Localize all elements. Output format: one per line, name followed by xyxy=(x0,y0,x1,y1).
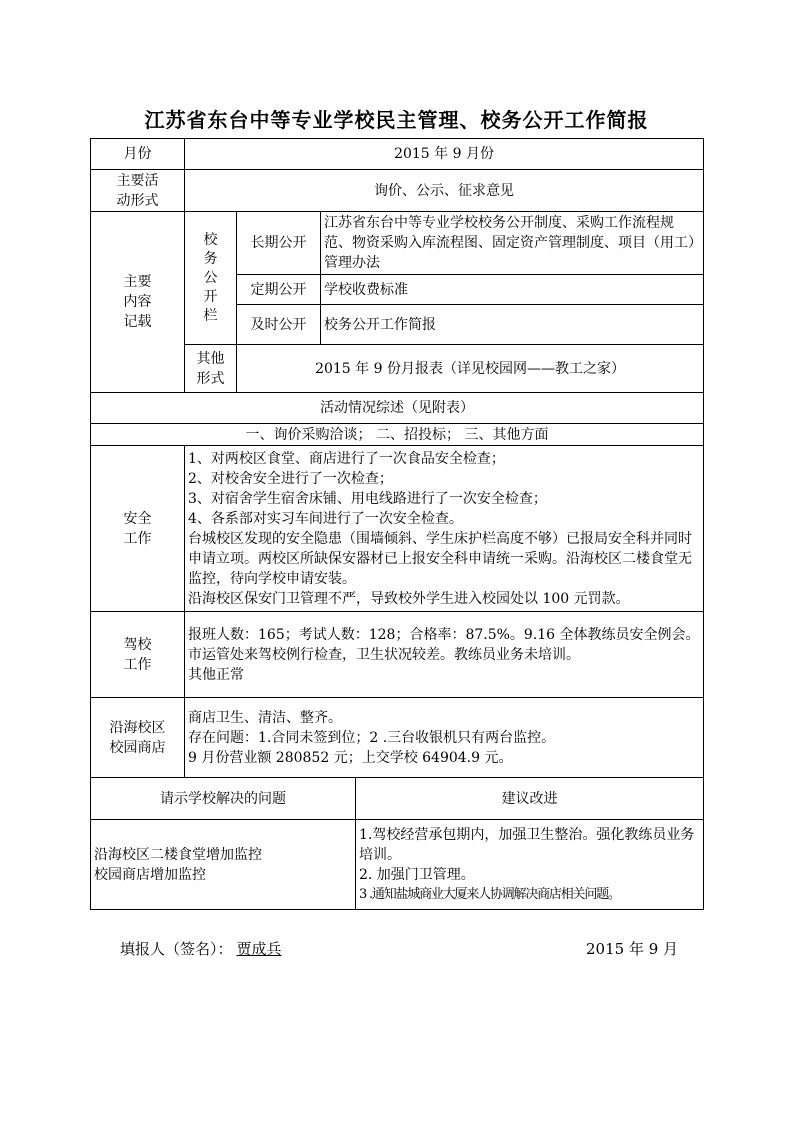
disclosure-column-label: 校务公开栏 xyxy=(185,212,237,345)
suggestions-header: 建议改进 xyxy=(356,778,704,820)
driving-school-row xyxy=(91,612,704,698)
sub-header: 一、询价采购洽谈； 二、招投标； 三、其他方面 xyxy=(91,424,704,446)
document-title: 江苏省东台中等专业学校民主管理、校务公开工作简报 xyxy=(144,108,649,132)
month-label: 月份 xyxy=(91,139,185,170)
timely-label: 及时公开 xyxy=(237,305,321,345)
issues-row xyxy=(91,820,704,910)
safety-label: 安全 工作 xyxy=(91,446,185,612)
campus-store-content: 商店卫生、清洁、整齐。 存在问题：1.合同未签到位；2 .三台收银机只有两台监控。 9 月份营业额 280852 元；上交学校 64904.9 元。 xyxy=(185,698,704,778)
driving-school-content: 报班人数：165；考试人数：128；合格率：87.5%。9.16 全体教练员安全例会。 市运管处来驾校例行检查，卫生状况较差。教练员业务未培训。 其他正常 xyxy=(185,612,704,698)
issues-header: 请示学校解决的问题 xyxy=(91,778,356,820)
other-form-label: 其他 形式 xyxy=(185,345,237,393)
timely-value: 校务公开工作简报 xyxy=(321,305,704,345)
other-form-value: 2015 年 9 份月报表（详见校园网——教工之家） xyxy=(237,345,704,393)
summary-header-row xyxy=(91,393,704,424)
safety-content: 1、对两校区食堂、商店进行了一次食品安全检查； 2、对校舍安全进行了一次检查； 3、对宿舍学生宿舍床铺、用电线路进行了一次安全检查； 4、各系部对实习车间进行了一次安全检查。 台城校区发现的安全隐患（围墙倾斜、学生床护栏高度不够）已报局安全科并同时申请立项。两校区所缺保安器材已上报安全科申请统一采购。沿海校区二楼食堂无监控，待向学校申请安装。 沿海校区保安门卫管理不严，导致校外学生进入校园处以 100 元罚款。 xyxy=(185,446,704,612)
main-content-label: 主要 内容 记载 xyxy=(91,212,185,393)
activity-form-row xyxy=(91,170,704,212)
campus-store-row xyxy=(91,698,704,778)
long-term-value: 江苏省东台中等专业学校校务公开制度、采购工作流程规范、物资采购入库流程图、固定资产管理制度、项目（用工）管理办法 xyxy=(321,212,704,275)
content-row-long-term xyxy=(91,212,704,275)
campus-store-label: 沿海校区 校园商店 xyxy=(91,698,185,778)
activity-form-value: 询价、公示、征求意见 xyxy=(185,170,704,212)
reporter-label: 填报人（签名）： xyxy=(120,940,233,958)
reporter-signature xyxy=(120,938,286,959)
reporter-name: 贾成兵 xyxy=(236,940,282,958)
long-term-label: 长期公开 xyxy=(237,212,321,275)
suggestions-content: 1.驾校经营承包期内，加强卫生整治。强化教练员业务培训。 2. 加强门卫管理。 3 .通知盐城商业大厦来人协调解决商店相关问题。 xyxy=(356,820,704,910)
issues-header-row xyxy=(91,778,704,820)
sub-header-row xyxy=(91,424,704,446)
month-value: 2015 年 9 月份 xyxy=(185,139,704,170)
activity-form-label: 主要活 动形式 xyxy=(91,170,185,212)
periodic-label: 定期公开 xyxy=(237,275,321,305)
driving-school-label: 驾校 工作 xyxy=(91,612,185,698)
periodic-value: 学校收费标准 xyxy=(321,275,704,305)
briefing-table xyxy=(90,138,704,910)
issues-content: 沿海校区二楼食堂增加监控 校园商店增加监控 xyxy=(91,820,356,910)
report-date: 2015 年 9 月 xyxy=(586,940,679,958)
safety-row xyxy=(91,446,704,612)
month-row xyxy=(91,139,704,170)
summary-header: 活动情况综述（见附表） xyxy=(91,393,704,424)
